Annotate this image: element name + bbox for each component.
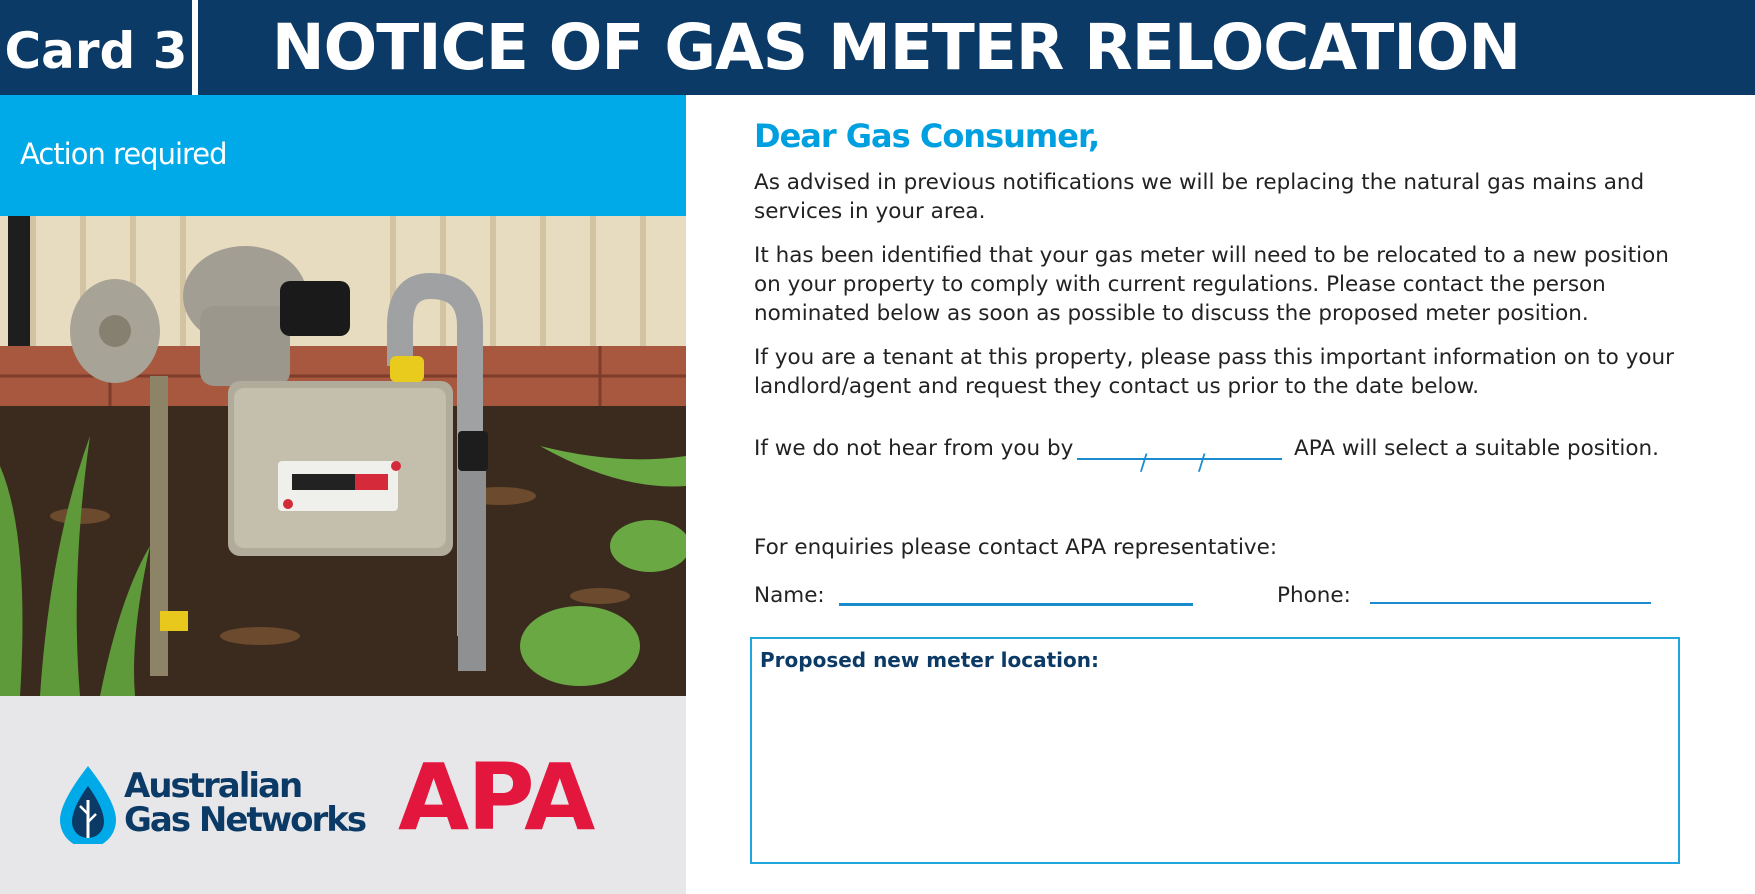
name-field[interactable]	[839, 603, 1193, 606]
paragraph-3: If you are a tenant at this property, please pass this important information on to your landlord/agent and request they contact us prior to the date below.	[754, 345, 1675, 399]
date-slash-1: /	[1140, 451, 1148, 476]
apa-logo: APA	[398, 744, 594, 851]
action-required-band	[0, 95, 686, 216]
deadline-sentence	[754, 432, 1684, 476]
paragraph-1: As advised in previous notifications we will be replacing the natural gas mains and services in your area.	[754, 170, 1645, 224]
agn-logo-line1: Australian	[124, 766, 302, 806]
phone-field[interactable]	[1370, 602, 1651, 604]
paragraph-2: It has been identified that your gas meter will need to be relocated to a new position on your property to comply with current regulations. Please contact the person nominated below as soon as possible to discuss the proposed meter position.	[754, 243, 1669, 326]
agn-logo-line2: Gas Networks	[124, 800, 366, 840]
deadline-text-after: APA will select a suitable position.	[1294, 436, 1659, 461]
gas-meter-photo	[0, 216, 686, 696]
phone-label: Phone:	[1277, 583, 1351, 608]
deadline-text-before: If we do not hear from you by	[754, 436, 1074, 461]
proposed-location-label: Proposed new meter location:	[760, 648, 1100, 672]
page-title: NOTICE OF GAS METER RELOCATION	[271, 11, 1521, 84]
action-required-label: Action required	[20, 137, 227, 171]
date-slash-2: /	[1198, 451, 1206, 476]
deadline-date-field[interactable]	[1077, 451, 1282, 476]
agn-logo-text	[124, 766, 366, 840]
header-bar	[0, 0, 1755, 95]
greeting: Dear Gas Consumer,	[754, 117, 1100, 155]
enquiries-text: For enquiries please contact APA representative:	[754, 535, 1278, 560]
name-label: Name:	[754, 583, 825, 608]
proposed-location-box[interactable]	[750, 637, 1680, 864]
card-number: Card 3	[4, 22, 188, 80]
